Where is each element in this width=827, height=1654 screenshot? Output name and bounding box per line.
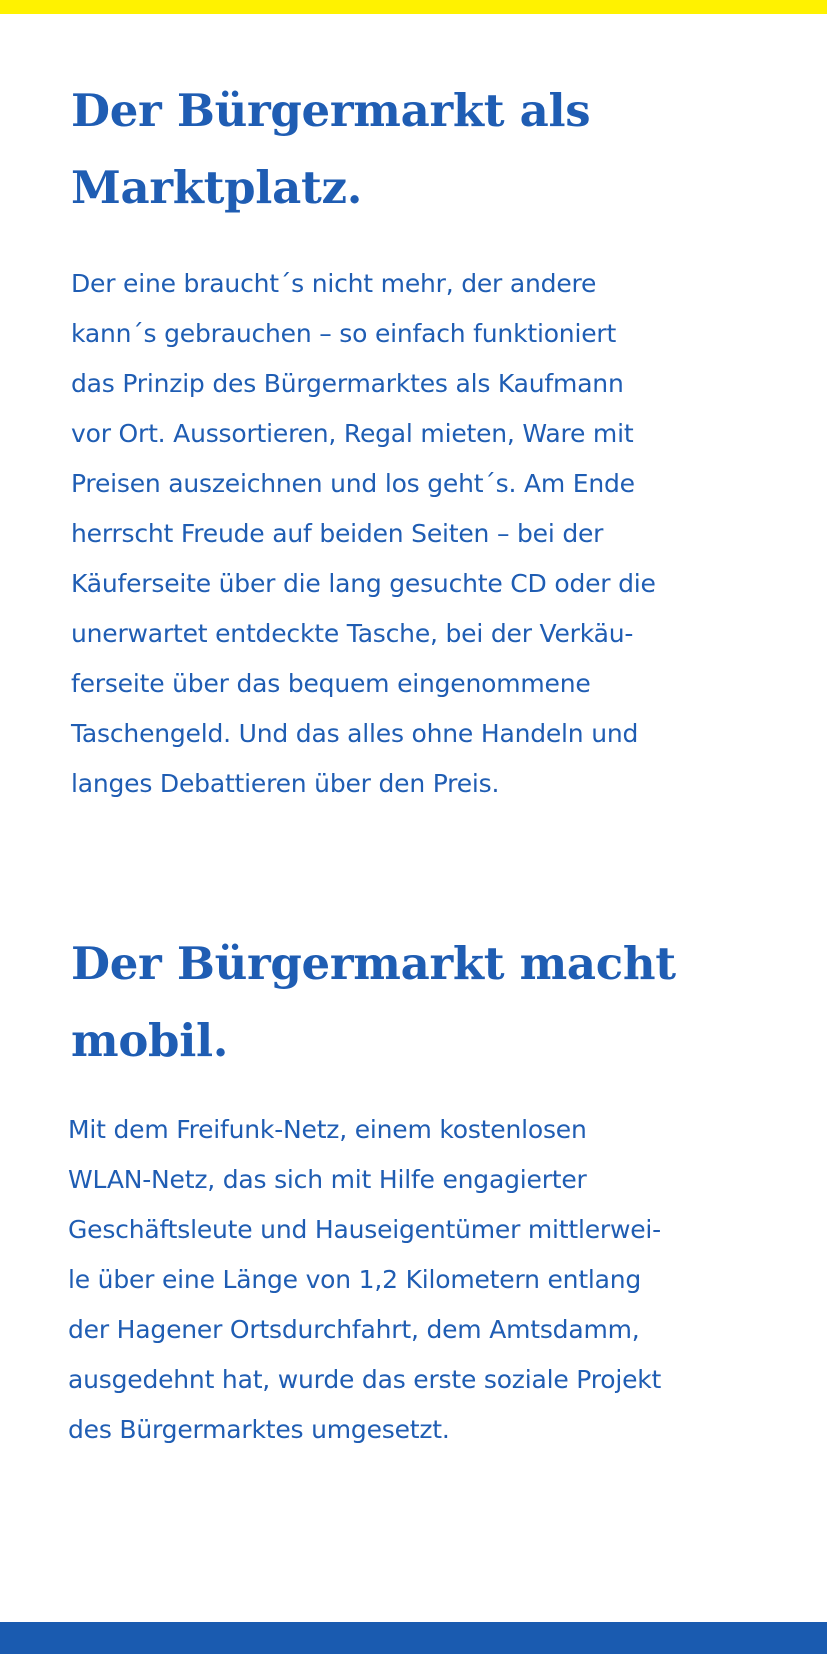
section-heading [71, 72, 771, 226]
heading-line: Der Bürgermarkt als [71, 84, 591, 137]
section-heading [71, 925, 771, 1079]
paragraph-line: Mit dem Freifunk-Netz, einem kostenlosen [68, 1115, 587, 1144]
paragraph-line: ausgedehnt hat, wurde das erste soziale Projekt [68, 1365, 662, 1394]
paragraph-line: langes Debattieren über den Preis. [71, 769, 500, 798]
paragraph-line: Geschäftsleute und Hauseigentümer mittlerwei- [68, 1215, 662, 1244]
paragraph-line: des Bürgermarktes umgesetzt. [68, 1415, 450, 1444]
paragraph-line: herrscht Freude auf beiden Seiten – bei der [71, 519, 604, 548]
paragraph-line: vor Ort. Aussortieren, Regal mieten, Ware mit [71, 419, 634, 448]
section-paragraph [68, 1105, 788, 1455]
heading-line: Marktplatz. [71, 161, 363, 214]
paragraph-line: Käuferseite über die lang gesuchte CD oder die [71, 569, 656, 598]
section-paragraph [71, 259, 791, 809]
paragraph-line: ferseite über das bequem eingenommene [71, 669, 591, 698]
paragraph-line: der Hagener Ortsdurchfahrt, dem Amtsdamm, [68, 1315, 640, 1344]
paragraph-line: Preisen auszeichnen und los geht´s. Am Ende [71, 469, 635, 498]
heading-line: Der Bürgermarkt macht [71, 937, 676, 990]
paragraph-line: das Prinzip des Bürgermarktes als Kaufmann [71, 369, 624, 398]
paragraph-line: kann´s gebrauchen – so einfach funktioniert [71, 319, 617, 348]
heading-line: mobil. [71, 1014, 229, 1067]
paragraph-line: Der eine braucht´s nicht mehr, der andere [71, 269, 597, 298]
paragraph-line: unerwartet entdeckte Tasche, bei der Verkäu- [71, 619, 634, 648]
paragraph-line: WLAN-Netz, das sich mit Hilfe engagierter [68, 1165, 587, 1194]
paragraph-line: le über eine Länge von 1,2 Kilometern entlang [68, 1265, 642, 1294]
bottom-accent-bar [0, 1622, 827, 1654]
top-accent-bar [0, 0, 827, 14]
paragraph-line: Taschengeld. Und das alles ohne Handeln und [71, 719, 639, 748]
